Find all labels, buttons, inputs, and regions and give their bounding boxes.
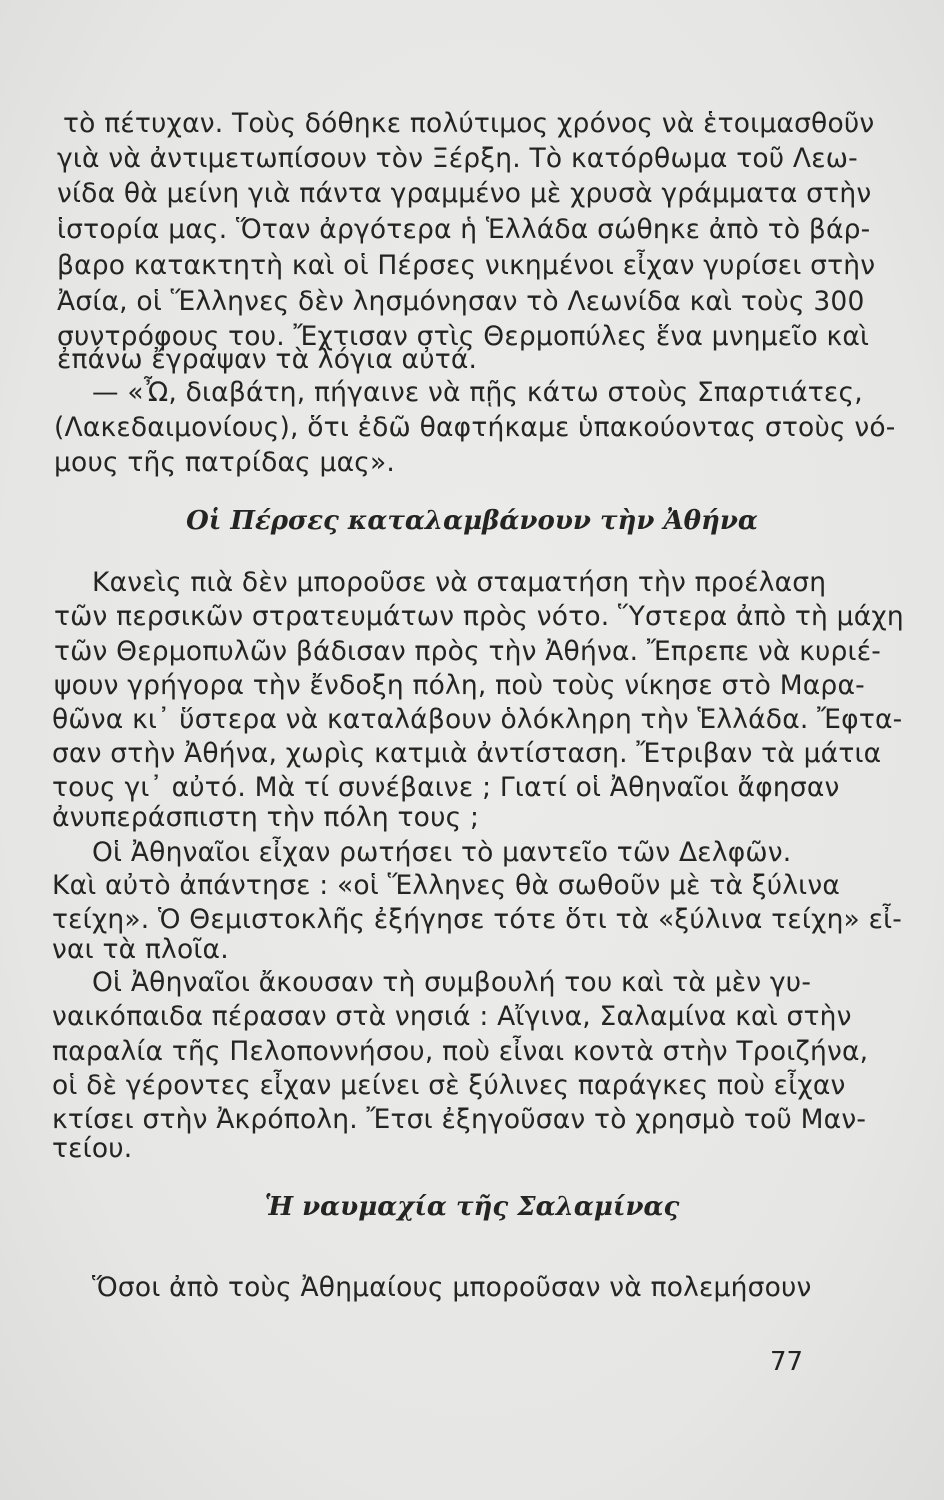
text-line: θῶνα κι᾽ ὕστερα νὰ καταλάβουν ὁλόκληρη τὴν Ἑλλάδα. Ἔφτα- (52, 704, 903, 735)
text-line: τὸ πέτυχαν. Τοὺς δόθηκε πολύτιμος χρόνος νὰ ἑτοιμασθοῦν (63, 108, 875, 139)
text-line: συντρόφους του. Ἔχτισαν στὶς Θερμοπύλες ἕνα μνημεῖο καὶ (57, 321, 870, 352)
text-line: τῶν Θερμοπυλῶν βάδισαν πρὸς τὴν Ἀθήνα. Ἔπρεπε νὰ κυριέ- (54, 636, 882, 667)
page-number: 77 (770, 1347, 804, 1377)
text-line: κτίσει στὴν Ἀκρόπολη. Ἔτσι ἐξηγοῦσαν τὸ χρησμὸ τοῦ Μαν- (52, 1104, 867, 1135)
text-line: ναικόπαιδα πέρασαν στὰ νησιά : Αἴγινα, Σαλαμίνα καὶ στὴν (52, 1001, 852, 1032)
text-line: τείου. (52, 1133, 133, 1164)
text-line: μους τῆς πατρίδας μας». (54, 447, 396, 478)
text-line: ψουν γρήγορα τὴν ἔνδοξη πόλη, ποὺ τοὺς νίκησε στὸ Μαρα- (54, 670, 865, 701)
text-line: τῶν περσικῶν στρατευμάτων πρὸς νότο. Ὕστερα ἀπὸ τὴ μάχη (54, 601, 904, 632)
section-heading-persians-take-athens: Οἱ Πέρσες καταλαμβάνουν τὴν Ἀθήνα (186, 506, 758, 536)
text-line: (Λακεδαιμονίους), ὅτι ἐδῶ θαφτήκαμε ὑπακούοντας στοὺς νό- (54, 412, 896, 443)
text-line: νίδα θὰ μείνη γιὰ πάντα γραμμένο μὲ χρυσὰ γράμματα στὴν (57, 178, 872, 209)
text-line: Οἱ Ἀθηναῖοι ἄκουσαν τὴ συμβουλή του καὶ τὰ μὲν γυ- (92, 967, 812, 998)
text-line: ἐπάνω ἔγραψαν τὰ λόγια αὐτά. (57, 344, 478, 375)
section-heading-battle-of-salamis: Ἡ ναυμαχία τῆς Σαλαμίνας (264, 1192, 680, 1222)
text-line: τους γι᾽ αὐτό. Μὰ τί συνέβαινε ; Γιατί οἱ Ἀθηναῖοι ἄφησαν (52, 772, 840, 803)
text-line: γιὰ νὰ ἀντιμετωπίσουν τὸν Ξέρξη. Τὸ κατόρθωμα τοῦ Λεω- (57, 143, 858, 174)
text-line: ναι τὰ πλοῖα. (52, 934, 229, 965)
text-line: Ὅσοι ἀπὸ τοὺς Ἀθημαίους μποροῦσαν νὰ πολεμήσουν (92, 1272, 812, 1303)
text-line: τείχη». Ὁ Θεμιστοκλῆς ἐξήγησε τότε ὅτι τὰ «ξύλινα τείχη» εἶ- (52, 904, 903, 935)
text-line: Κανεὶς πιὰ δὲν μποροῦσε νὰ σταματήση τὴν προέλαση (92, 567, 827, 598)
text-line: σαν στὴν Ἀθήνα, χωρὶς κατμιὰ ἀντίσταση. Ἔτριβαν τὰ μάτια (52, 738, 882, 769)
text-line: Καὶ αὐτὸ ἀπάντησε : «οἱ Ἕλληνες θὰ σωθοῦν μὲ τὰ ξύλινα (52, 870, 840, 901)
text-line: — «Ὦ, διαβάτη, πήγαινε νὰ πῇς κάτω στοὺς Σπαρτιάτες, (92, 377, 863, 408)
text-line: ἱστορία μας. Ὅταν ἀργότερα ἡ Ἑλλάδα σώθηκε ἀπὸ τὸ βάρ- (57, 214, 871, 245)
text-line: βαρο κατακτητὴ καὶ οἱ Πέρσες νικημένοι εἶχαν γυρίσει στὴν (57, 250, 876, 281)
text-line: παραλία τῆς Πελοποννήσου, ποὺ εἶναι κοντὰ στὴν Τροιζήνα, (52, 1036, 869, 1067)
text-line: Οἱ Ἀθηναῖοι εἶχαν ρωτήσει τὸ μαντεῖο τῶν Δελφῶν. (92, 837, 792, 868)
text-line: οἱ δὲ γέροντες εἶχαν μείνει σὲ ξύλινες παράγκες ποὺ εἶχαν (52, 1070, 846, 1101)
text-line: Ἀσία, οἱ Ἕλληνες δὲν λησμόνησαν τὸ Λεωνίδα καὶ τοὺς 300 (57, 286, 865, 317)
text-line: ἀνυπεράσπιστη τὴν πόλη τους ; (52, 802, 480, 833)
